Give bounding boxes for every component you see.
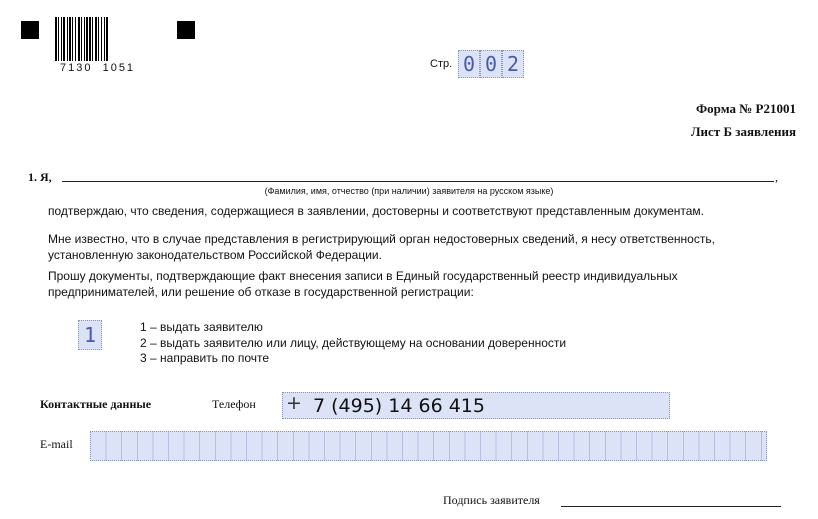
confirm-text: подтверждаю, что сведения, содержащиеся в заявлении, достоверны и соответствуют представленным документам. (48, 204, 704, 218)
sheet-title: Лист Б заявления (690, 124, 796, 139)
barcode-bar (89, 17, 91, 61)
contacts-label: Контактные данные (40, 397, 152, 411)
delivery-option: 3 – направить по почте (140, 351, 270, 365)
phone-field[interactable] (282, 392, 670, 419)
request-text: Прошу документы, подтверждающие факт внесения записи в Единый государственный реестр индивидуальных предпринимателей, или решение об отказе в государственной регистрации: (48, 269, 678, 299)
barcode-bar (69, 17, 71, 61)
form-number: Форма № Р21001 (696, 101, 796, 116)
barcode-bar (84, 17, 85, 61)
barcode-bar (61, 17, 62, 61)
barcode-bar (86, 17, 88, 61)
delivery-option: 1 – выдать заявителю (140, 320, 263, 334)
barcode-bar (92, 17, 93, 61)
corner-marker-left (21, 21, 39, 39)
page-label: Стр. (430, 58, 453, 70)
delivery-choice-cell[interactable]: 1 (78, 320, 102, 350)
phone-label: Телефон (212, 397, 256, 411)
delivery-option: 2 – выдать заявителю или лицу, действующему на основании доверенности (140, 335, 567, 350)
barcode-bar (95, 17, 97, 61)
name-hint: (Фамилия, имя, отчество (при наличии) заявителя на русском языке) (264, 186, 554, 196)
barcode-bar (98, 17, 99, 61)
barcode-bar (104, 17, 105, 61)
barcode (55, 17, 161, 61)
barcode-bar (81, 17, 82, 61)
item-number: 1. (28, 170, 37, 184)
pronoun: Я, (40, 170, 52, 184)
applicant-name-line[interactable] (62, 181, 774, 182)
delivery-choice-field[interactable] (78, 320, 102, 350)
barcode-number: 7130 1051 (60, 62, 136, 74)
page-digit-cell[interactable]: 2 (502, 50, 524, 78)
page-digit-cell[interactable]: 0 (480, 50, 502, 78)
phone-prefix: + (286, 392, 302, 414)
corner-marker-right (177, 21, 195, 39)
trailing-comma: , (775, 170, 778, 184)
email-label: E-mail (40, 437, 73, 451)
page-number-cells[interactable] (458, 50, 524, 78)
barcode-bar (67, 17, 68, 61)
delivery-options (140, 320, 566, 367)
barcode-bar (101, 17, 102, 61)
barcode-bar (106, 17, 108, 61)
barcode-bar (55, 17, 57, 61)
email-field[interactable] (90, 431, 767, 461)
barcode-bar (75, 17, 76, 61)
signature-label: Подпись заявителя (443, 493, 540, 507)
page-digit-cell[interactable]: 0 (458, 50, 480, 78)
signature-line[interactable] (561, 506, 781, 507)
barcode-bar (72, 17, 73, 61)
phone-value: 7 (495) 14 66 415 (313, 395, 485, 417)
awareness-text: Мне известно, что в случае представления в регистрирующий орган недостоверных сведений, я несу ответственность, установленную законодательством Российской Федерации. (48, 232, 715, 262)
barcode-bar (58, 17, 59, 61)
declaration-line (28, 170, 52, 185)
barcode-bar (63, 17, 65, 61)
barcode-bar (78, 17, 80, 61)
